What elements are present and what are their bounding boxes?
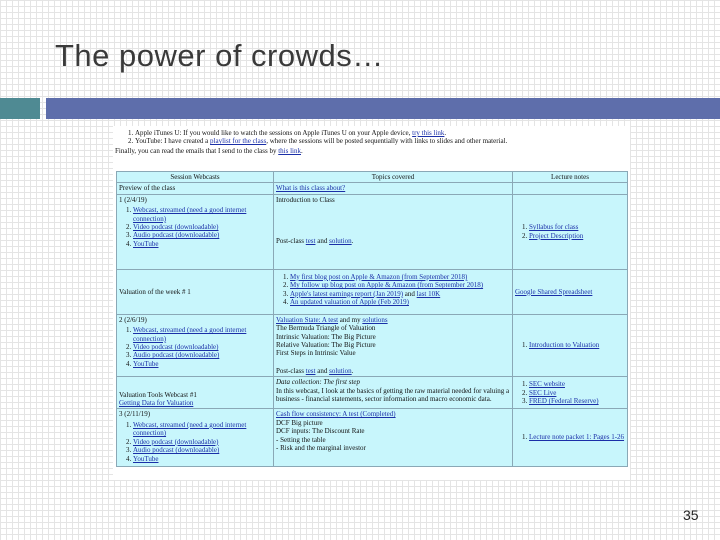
post-class-test-link[interactable]: test [305,237,316,246]
intro-item-itunes: 1. Apple iTunes U: If you would like to watch the sessions on Apple iTunes U on your Apple device, try this link. [135,129,630,137]
table-row [117,183,627,193]
table-row [117,195,627,269]
accent-bar-teal [0,98,40,119]
youtube-link[interactable]: YouTube [133,454,159,463]
session-1-cell: 1 (2/4/19) 1. Webcast, streamed (need a good internet connection) 2. Video podcast (downloadable) 3. Audio podcast (downloadable) 4. YouTube [117,195,273,269]
blog-post-link[interactable]: My first blog post on Apple & Amazon (from September 2018) [290,272,468,281]
class-about-link[interactable]: What is this class about? [276,184,346,193]
table-row [117,377,627,408]
table-row [117,315,627,376]
table-row [117,409,627,465]
blog-links-cell: 1. My first blog post on Apple & Amazon (from September 2018) 2. My follow up blog post on Apple & Amazon (from September 2018) 3. Apple's latest earnings report (Jan 2019) and last 10K 4. An updated valuation of Apple (Feb 2019) [274,270,512,314]
session-3-cell: 3 (2/11/19) 1. Webcast, streamed (need a good internet connection) 2. Video podcast (downloadable) 3. Audio podcast (downloadable) 4. YouTube [117,409,273,465]
notes-cell [513,377,627,408]
header-session-webcasts: Session Webcasts [117,172,273,182]
project-description-link[interactable]: Project Description [529,231,584,240]
intro-block [113,126,630,155]
youtube-link[interactable]: YouTube [133,359,159,368]
sec-live-link[interactable]: SEC Live [529,388,557,397]
topics-cell: Cash flow consistency: A test (Completed) DCF Big picture DCF inputs: The Discount Rate - Setting the table - Risk and the marginal investor [274,409,512,465]
class-page-screenshot [113,126,630,480]
header-topics-covered: Topics covered [274,172,512,182]
webcast-link[interactable]: Webcast, streamed (need a good internet connection) [133,326,247,343]
post-class-line: Post-class test and solution. [276,366,354,375]
notes-cell [513,409,627,465]
sec-website-link[interactable]: SEC website [529,380,565,389]
post-class-solution-link[interactable]: solution [329,237,352,246]
post-class-line: Post-class test and solution. [276,237,354,246]
audio-podcast-link[interactable]: Audio podcast (downloadable) [133,231,220,240]
audio-podcast-link[interactable]: Audio podcast (downloadable) [133,446,220,455]
solutions-link[interactable]: solutions [362,315,388,324]
valuation-state-test-link[interactable]: Valuation State: A test [276,315,339,324]
header-lecture-notes: Lecture notes [513,172,627,182]
emails-link[interactable]: this link [278,146,301,155]
video-podcast-link[interactable]: Video podcast (downloadable) [133,343,219,352]
session-2-cell: 2 (2/6/19) 1. Webcast, streamed (need a good internet connection) 2. Video podcast (downloadable) 3. Audio podcast (downloadable) 4. YouTube [117,315,273,376]
earnings-report-link[interactable]: Apple's latest earnings report (Jan 2019) [290,289,404,298]
youtube-playlist-link[interactable]: playlist for the class [210,137,267,146]
apple-valuation-link[interactable]: An updated valuation of Apple (Feb 2019) [290,298,409,307]
video-podcast-link[interactable]: Video podcast (downloadable) [133,223,219,232]
webcast-link[interactable]: Webcast, streamed (need a good internet connection) [133,420,247,438]
post-class-solution-link[interactable]: solution [329,366,352,375]
data-collection-cell: Data collection: The first step In this webcast, I look at the basics of getting the raw material needed for valuing a business - financial statements, sector information and macro economic data. [274,377,512,408]
notes-cell [513,315,627,376]
blog-followup-link[interactable]: My follow up blog post on Apple & Amazon (from September 2018) [290,281,484,290]
shared-spreadsheet-link[interactable]: Google Shared Spreadsheet [515,287,593,296]
preview-cell: Preview of the class [117,183,273,193]
getting-data-link[interactable]: Getting Data for Valuation [119,399,194,408]
video-podcast-link[interactable]: Video podcast (downloadable) [133,437,219,446]
last-10k-link[interactable]: last 10K [416,289,441,298]
cash-flow-test-link[interactable]: Cash flow consistency: A test (Completed) [276,410,396,419]
topics-cell: Valuation State: A test and my solutions The Bermuda Triangle of Valuation Intrinsic Valuation: The Big Picture Relative Valuation: The Big Picture First Steps in Intrinsic Value Post-class test and solution. [274,315,512,376]
syllabus-link[interactable]: Syllabus for class [529,223,579,232]
youtube-link[interactable]: YouTube [133,239,159,248]
page-number: 35 [683,507,699,523]
post-class-test-link[interactable]: test [305,366,316,375]
itunes-link[interactable]: try this link [412,129,445,137]
accent-bar-blue [46,98,720,119]
valuation-tools-cell: Valuation Tools Webcast #1 Getting Data for Valuation [117,377,273,408]
topics-cell: Introduction to Class Post-class test and solution. [274,195,512,269]
audio-podcast-link[interactable]: Audio podcast (downloadable) [133,351,220,360]
intro-emails: Finally, you can read the emails that I send to the class by this link. [115,146,303,155]
webcast-link[interactable]: Webcast, streamed (need a good internet connection) [133,206,247,223]
lecture-packet-link[interactable]: Lecture note packet 1: Pages 1-26 [529,433,625,442]
slide-title: The power of crowds… [55,38,384,73]
intro-item-youtube: 2. YouTube: I have created a playlist for the class, where the sessions will be posted sequentially with links to slides and other material. [135,137,630,145]
table-header-row [117,172,627,182]
intro-valuation-link[interactable]: Introduction to Valuation [529,341,600,350]
notes-cell [513,195,627,269]
fred-link[interactable]: FRED (Federal Reserve) [529,397,599,406]
schedule-table [116,171,628,467]
valuation-week-cell: Valuation of the week # 1 [117,270,273,314]
table-row [117,270,627,314]
